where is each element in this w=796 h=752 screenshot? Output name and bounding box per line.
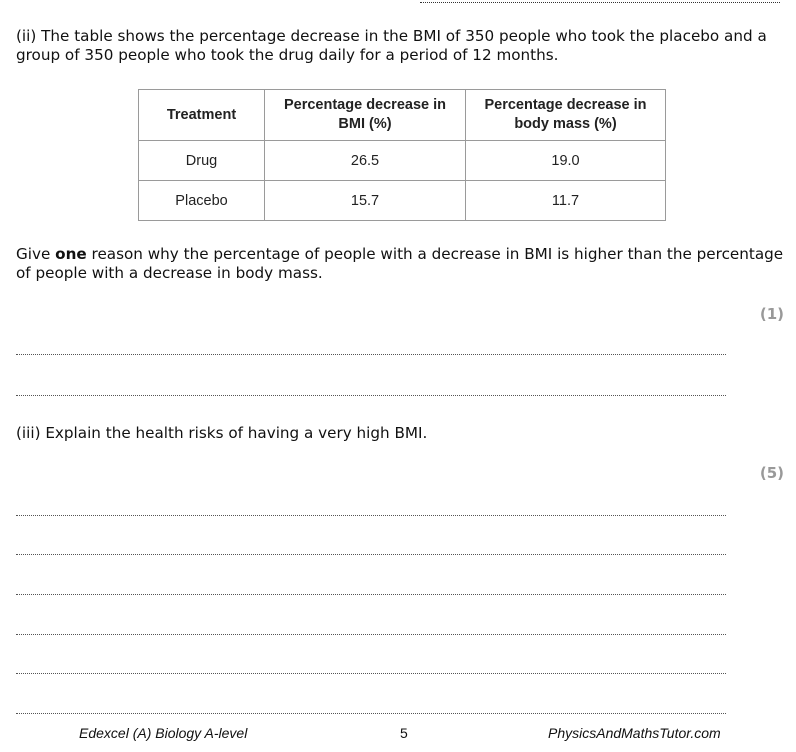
answer-line[interactable] [16, 515, 726, 516]
emphasis-one: one [55, 245, 87, 263]
table-row [139, 141, 666, 181]
footer-site: PhysicsAndMathsTutor.com [548, 725, 721, 741]
question-ii-text: (ii) The table shows the percentage decrease in the BMI of 350 people who took the placebo and a group of 350 people who took the drug daily for a period of 12 months. [16, 27, 767, 64]
answer-line[interactable] [16, 713, 726, 714]
question-iii-text: (iii) Explain the health risks of having a very high BMI. [16, 424, 428, 442]
footer-course: Edexcel (A) Biology A-level [79, 725, 248, 741]
cell-bmi: 15.7 [265, 181, 466, 221]
header-body-mass-decrease: Percentage decrease in body mass (%) [466, 90, 666, 141]
answer-line[interactable] [16, 354, 726, 355]
answer-line[interactable] [16, 673, 726, 674]
header-treatment: Treatment [139, 90, 265, 141]
cell-body-mass: 11.7 [466, 181, 666, 221]
table-header-row [139, 90, 666, 141]
cell-treatment: Placebo [139, 181, 265, 221]
answer-line[interactable] [16, 634, 726, 635]
cell-bmi: 26.5 [265, 141, 466, 181]
marks-iii: (5) [759, 464, 784, 482]
previous-answer-line [420, 0, 780, 3]
answer-line[interactable] [16, 594, 726, 595]
header-bmi-decrease: Percentage decrease in BMI (%) [265, 90, 466, 141]
marks-ii-b: (1) [759, 305, 784, 323]
answer-line[interactable] [16, 554, 726, 555]
question-ii-b-text: Give one reason why the percentage of people with a decrease in BMI is higher than the percentage of people with a decrease in body mass. [16, 245, 784, 282]
cell-treatment: Drug [139, 141, 265, 181]
answer-line[interactable] [16, 395, 726, 396]
cell-body-mass: 19.0 [466, 141, 666, 181]
results-table [138, 89, 666, 221]
footer-page-number: 5 [400, 725, 408, 741]
table-row [139, 181, 666, 221]
